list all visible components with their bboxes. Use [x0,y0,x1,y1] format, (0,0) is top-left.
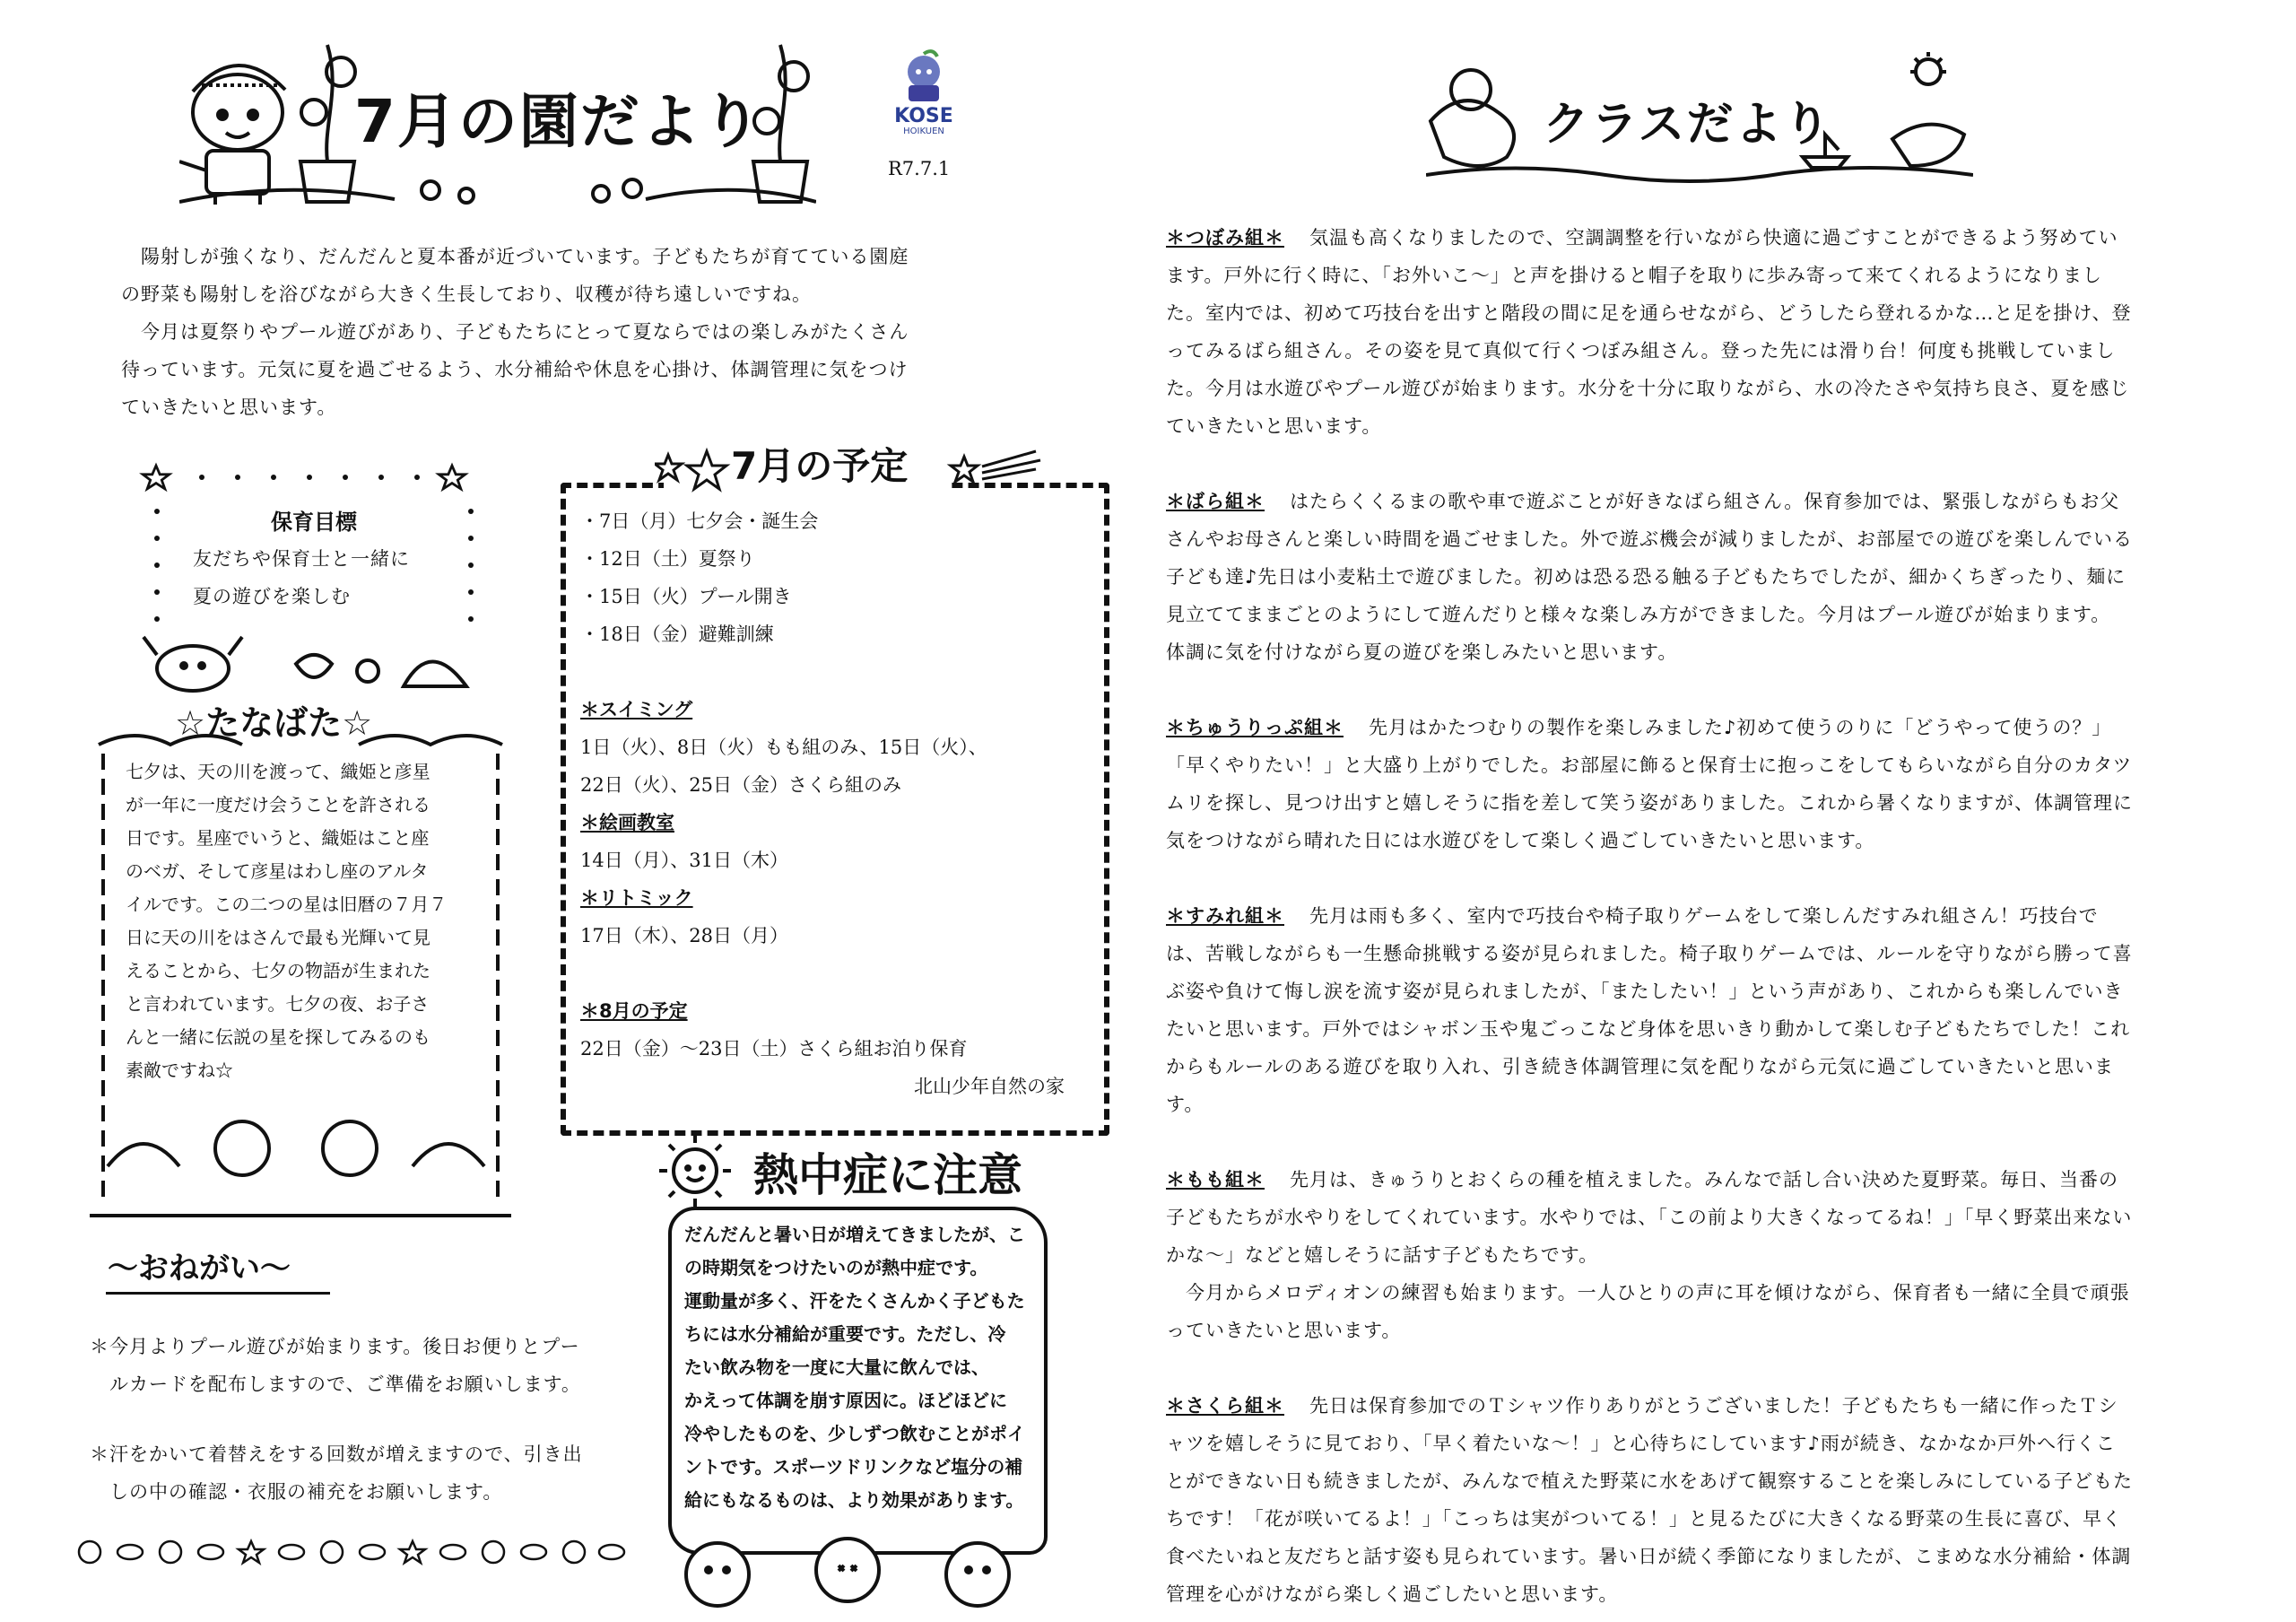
heat-section [655,1130,1040,1615]
tanabata-title: ☆たなばた☆ [175,703,373,743]
class-name: ＊もも組＊ [1166,1169,1265,1190]
logo-text: KOSE [894,105,953,127]
class-line-text: 先月は雨も多く、室内で巧技台や椅子取りゲームをして楽しんだすみれ組さん！巧技台で [1309,905,2099,927]
request-item [90,1435,628,1511]
class-line: す。 [1166,1094,1205,1115]
class-letters [1166,219,2278,1613]
class-line: 気をつけながら晴れた日には水遊びをして楽しく過ごしていきたいと思います。 [1166,830,1875,851]
request-line: しの中の確認・衣服の補充をお願いします。 [90,1481,503,1503]
class-line-text: はたらくくるまの歌や車で遊ぶことが好きなばら組さん。保育参加では、緊張しながらもお父 [1290,491,2120,512]
class-title: クラスだより [1543,98,1832,152]
class-line [1166,483,2278,520]
heat-title: 熱中症に注意 [753,1149,1022,1201]
art-heading: ＊絵画教室 [580,812,674,833]
class-block [1166,219,2278,445]
goal-line: 夏の遊びを楽しむ [193,586,351,607]
logo-mascot-icon [892,49,955,103]
class-line: ぶ姿や負けて悔し涙を流す姿が見られましたが、「またしたい！」という声があり、これからも楽しんでいき [1166,981,2124,1002]
goal-title: 保育目標 [271,510,357,535]
class-line: ャツを嬉しそうに見ており、「早く着たいな〜！」と心待ちにしています♪雨が続き、なかなか戸外へ行くこ [1166,1433,2117,1454]
class-name: ＊さくら組＊ [1166,1395,1284,1417]
august-heading: ＊8月の予定 [580,1000,688,1022]
heat-line: 給にもなるものは、より効果があります。 [684,1489,1024,1511]
kids-faces-decoration [664,1530,1040,1610]
goal-line: 友だちや保育士と一緒に [193,548,410,570]
class-line: は、苦戦しながらも一生懸命挑戦する姿が見られました。椅子取りゲームでは、ルールを守りながら勝って喜 [1166,943,2133,964]
logo [883,49,964,148]
tanabata-line: 七夕は、天の川を渡って、織姫と彦星 [126,761,430,782]
page-title: 7月の園だより [354,87,763,156]
schedule-event: ・15日（火）プール開き [580,586,792,607]
class-line: たいと思います。戸外ではシャボン玉や鬼ごっこなど身体を思いきり動かして楽しむ子どもたちでした！これ [1166,1018,2131,1040]
sun-icon [655,1130,735,1211]
class-line [1166,1161,2278,1199]
class-line-text: 先月は、きゅうりとおくらの種を植えました。みんなで話し合い決めた夏野菜。毎日、当番の [1290,1169,2118,1190]
tanabata-line: 素敵ですね☆ [126,1060,233,1081]
intro-paragraph [121,238,1036,426]
class-line: 今月からメロディオンの練習も始まります。一人ひとりの声に耳を傾けながら、保育者も一緒に全員で頑張 [1166,1282,2130,1304]
class-block [1166,897,2278,1123]
tanabata-line: 日に天の川をはさんで最も光輝いて見 [126,927,430,948]
tanabata-text [126,755,484,1087]
heat-line: 運動量が多く、汗をたくさんかく子どもた [684,1290,1025,1312]
swim-heading: ＊スイミング [580,699,693,720]
class-line [1166,709,2278,746]
class-line [1166,219,2278,257]
class-name: ＊ちゅうりっぷ組＊ [1166,717,1344,738]
request-line: ＊今月よりプール遊びが始まります。後日お便りとプー [90,1336,580,1357]
class-name: ＊すみれ組＊ [1166,905,1284,927]
class-line: っていきたいと思います。 [1166,1320,1402,1341]
class-line [1166,1387,2278,1425]
swim-line: 1日（火）、8日（火）もも組のみ、15日（火）、 [580,737,987,758]
crab-shell-icon [135,628,493,700]
class-name: ＊ばら組＊ [1166,491,1265,512]
class-line: さんやお母さんと楽しい時間を過ごせました。外で遊ぶ機会が減りましたが、お部屋での遊びを楽しんでいる [1166,528,2133,550]
intro-line: ていきたいと思います。 [121,397,337,418]
tanabata-line: のベガ、そして彦星はわし座のアルタ [126,860,429,882]
class-block [1166,709,2278,859]
tanabata-line: が一年に一度だけ会うことを許される [126,794,430,815]
class-line-text: 気温も高くなりましたので、空調調整を行いながら快適に過ごすことができるよう努めてい [1309,227,2118,249]
heat-line: ントです。スポーツドリンクなど塩分の補 [684,1456,1023,1478]
class-line: からもルールのある遊びを取り入れ、引き続き体調管理に気を配りながら元気に過ごしていきたいと思いま [1166,1056,2114,1077]
class-line: ってみるばら組さん。その姿を見て真似て行くつぼみ組さん。登った先には滑り台！何度も挑戦していまし [1166,340,2116,362]
request-section [90,1247,628,1534]
schedule-section [561,440,1108,1139]
tanabata-section [90,700,511,1220]
class-line: 子どもたちが水やりをしてくれています。水やりでは、「この前より大きくなってるね！」「早く野菜出来ない [1166,1207,2133,1228]
sea-creatures-decoration [135,628,493,700]
intro-line: 陽射しが強くなり、だんだんと夏本番が近づいています。子どもたちが育てている園庭 [141,246,909,267]
heat-line: の時期気をつけたいのが熱中症です。 [684,1257,988,1278]
class-line: 食べたいねと友だちと話す姿も見られています。暑い日が続く季節になりましたが、こまめな水分補給・体調 [1166,1546,2132,1567]
issue-date: R7.7.1 [888,158,951,179]
intro-line: の野菜も陽射しを浴びながら大きく生長しており、収穫が待ち遠しいですね。 [121,283,812,305]
class-line: 管理を心がけながら楽しく過ごしたいと思います。 [1166,1583,1619,1605]
request-title-underline [106,1292,330,1295]
class-line: とができない日も続きましたが、みんなで植えた野菜に水をあげて観察することを楽しみにしている子どもた [1166,1470,2133,1492]
logo-subtext: HOIKUEN [903,126,944,136]
shooting-star-icon [946,444,1045,498]
schedule-event: ・18日（金）避難訓練 [580,624,774,645]
heat-line: 冷やしたものを、少しずつ飲むことがポイ [684,1423,1025,1444]
heat-line: たい飲み物を一度に大量に飲んでは、 [684,1356,989,1378]
schedule-content [580,502,1091,1105]
shell-fish-border-icon [72,1534,628,1570]
class-name: ＊つぼみ組＊ [1166,227,1284,249]
class-line: 「早くやりたい！」と大盛り上がりでした。お部屋に飾ると保育士に抱っこをしてもらいながら自分のカタツ [1166,754,2133,776]
class-line: た。室内では、初めて巧技台を出すと階段の間に足を通らせながら、どうしたら登れるかな…と足を掛け、登 [1166,302,2132,324]
class-line: ムリを探し、見つけ出すと嬉しそうに指を差して笑う姿がありました。これから暑くなりますが、体調管理に [1166,792,2133,814]
class-line: た。今月は水遊びやプール遊びが始まります。水分を十分に取りながら、水の冷たさや気持ち良さ、夏を感じ [1166,378,2130,399]
request-line: ルカードを配布しますので、ご準備をお願いします。 [90,1373,581,1395]
class-line: ちです！「花が咲いてるよ！」「こっちは実がついてる！」と見るたびに大きくなる野菜の生長に喜び、早く [1166,1508,2123,1530]
class-line-text: 先月はかたつむりの製作を楽しみました♪初めて使うのりに「どうやって使うの？」 [1369,717,2112,738]
class-line: 子ども達♪先日は小麦粘土で遊びました。初めは恐る恐る触る子どもたちでしたが、細かくちぎったり、麺に [1166,566,2126,588]
heat-text [684,1218,1034,1517]
swim-line: 22日（火）、25日（金）さくら組のみ [580,774,901,796]
rhythm-heading: ＊リトミック [580,887,693,909]
class-line: ていきたいと思います。 [1166,415,1382,437]
schedule-event: ・7日（月）七夕会・誕生会 [580,510,819,532]
tanabata-line: えることから、七夕の物語が生まれた [126,960,430,981]
tanabata-line: んと一緒に伝説の星を探してみるのも [126,1026,430,1048]
schedule-event: ・12日（土）夏祭り [580,548,755,570]
august-line: 22日（金）〜23日（土）さくら組お泊り保育 [580,1038,968,1060]
request-title: 〜おねがい〜 [108,1251,291,1286]
art-line: 14日（月）、31日（木） [580,850,788,871]
schedule-title: 7月の予定 [731,444,909,488]
class-block [1166,1161,2278,1349]
request-item [90,1328,628,1403]
class-line: ます。戸外に行く時に、「お外いこ〜」と声を掛けると帽子を取りに歩み寄って来てくれるようになりまし [1166,265,2102,286]
intro-line: 待っています。元気に夏を過ごせるよう、水分補給や休息を心掛け、体調管理に気をつけ [121,359,909,380]
class-line-text: 先日は保育参加でのＴシャツ作りありがとうございました！子どもたちも一緒に作ったＴシ [1309,1395,2118,1417]
goal-box [139,458,489,637]
intro-line: 今月は夏祭りやプール遊びがあり、子どもたちにとって夏ならではの楽しみがたくさん [141,321,909,343]
tanabata-line: と言われています。七夕の夜、お子さ [126,993,430,1015]
tanabata-line: 日です。星座でいうと、織姫はこと座 [126,827,430,849]
request-line: ＊汗をかいて着替えをする回数が増えますので、引き出 [90,1443,583,1465]
class-block [1166,483,2278,671]
heat-line: だんだんと暑い日が増えてきましたが、こ [684,1224,1025,1245]
heat-line: かえって体調を崩す原因に。ほどほどに [684,1390,1007,1411]
class-line: 見立ててままごとのようにして遊んだりと様々な楽しみ方ができました。今月はプール遊びが始まります。 [1166,604,2111,625]
class-line [1166,897,2278,935]
rhythm-line: 17日（木）、28日（月） [580,925,788,946]
class-block [1166,1387,2278,1613]
class-line: 体調に気を付けながら夏の遊びを楽しみたいと思います。 [1166,641,1678,663]
class-line: かな〜」などと嬉しそうに話す子どもたちです。 [1166,1244,1599,1266]
bottom-border-decoration [72,1534,628,1570]
tanabata-line: イルです。この二つの星は旧暦の７月７ [126,894,448,915]
heat-line: ちには水分補給が重要です。ただし、冷 [684,1323,1006,1345]
august-place: 北山少年自然の家 [914,1076,1065,1097]
